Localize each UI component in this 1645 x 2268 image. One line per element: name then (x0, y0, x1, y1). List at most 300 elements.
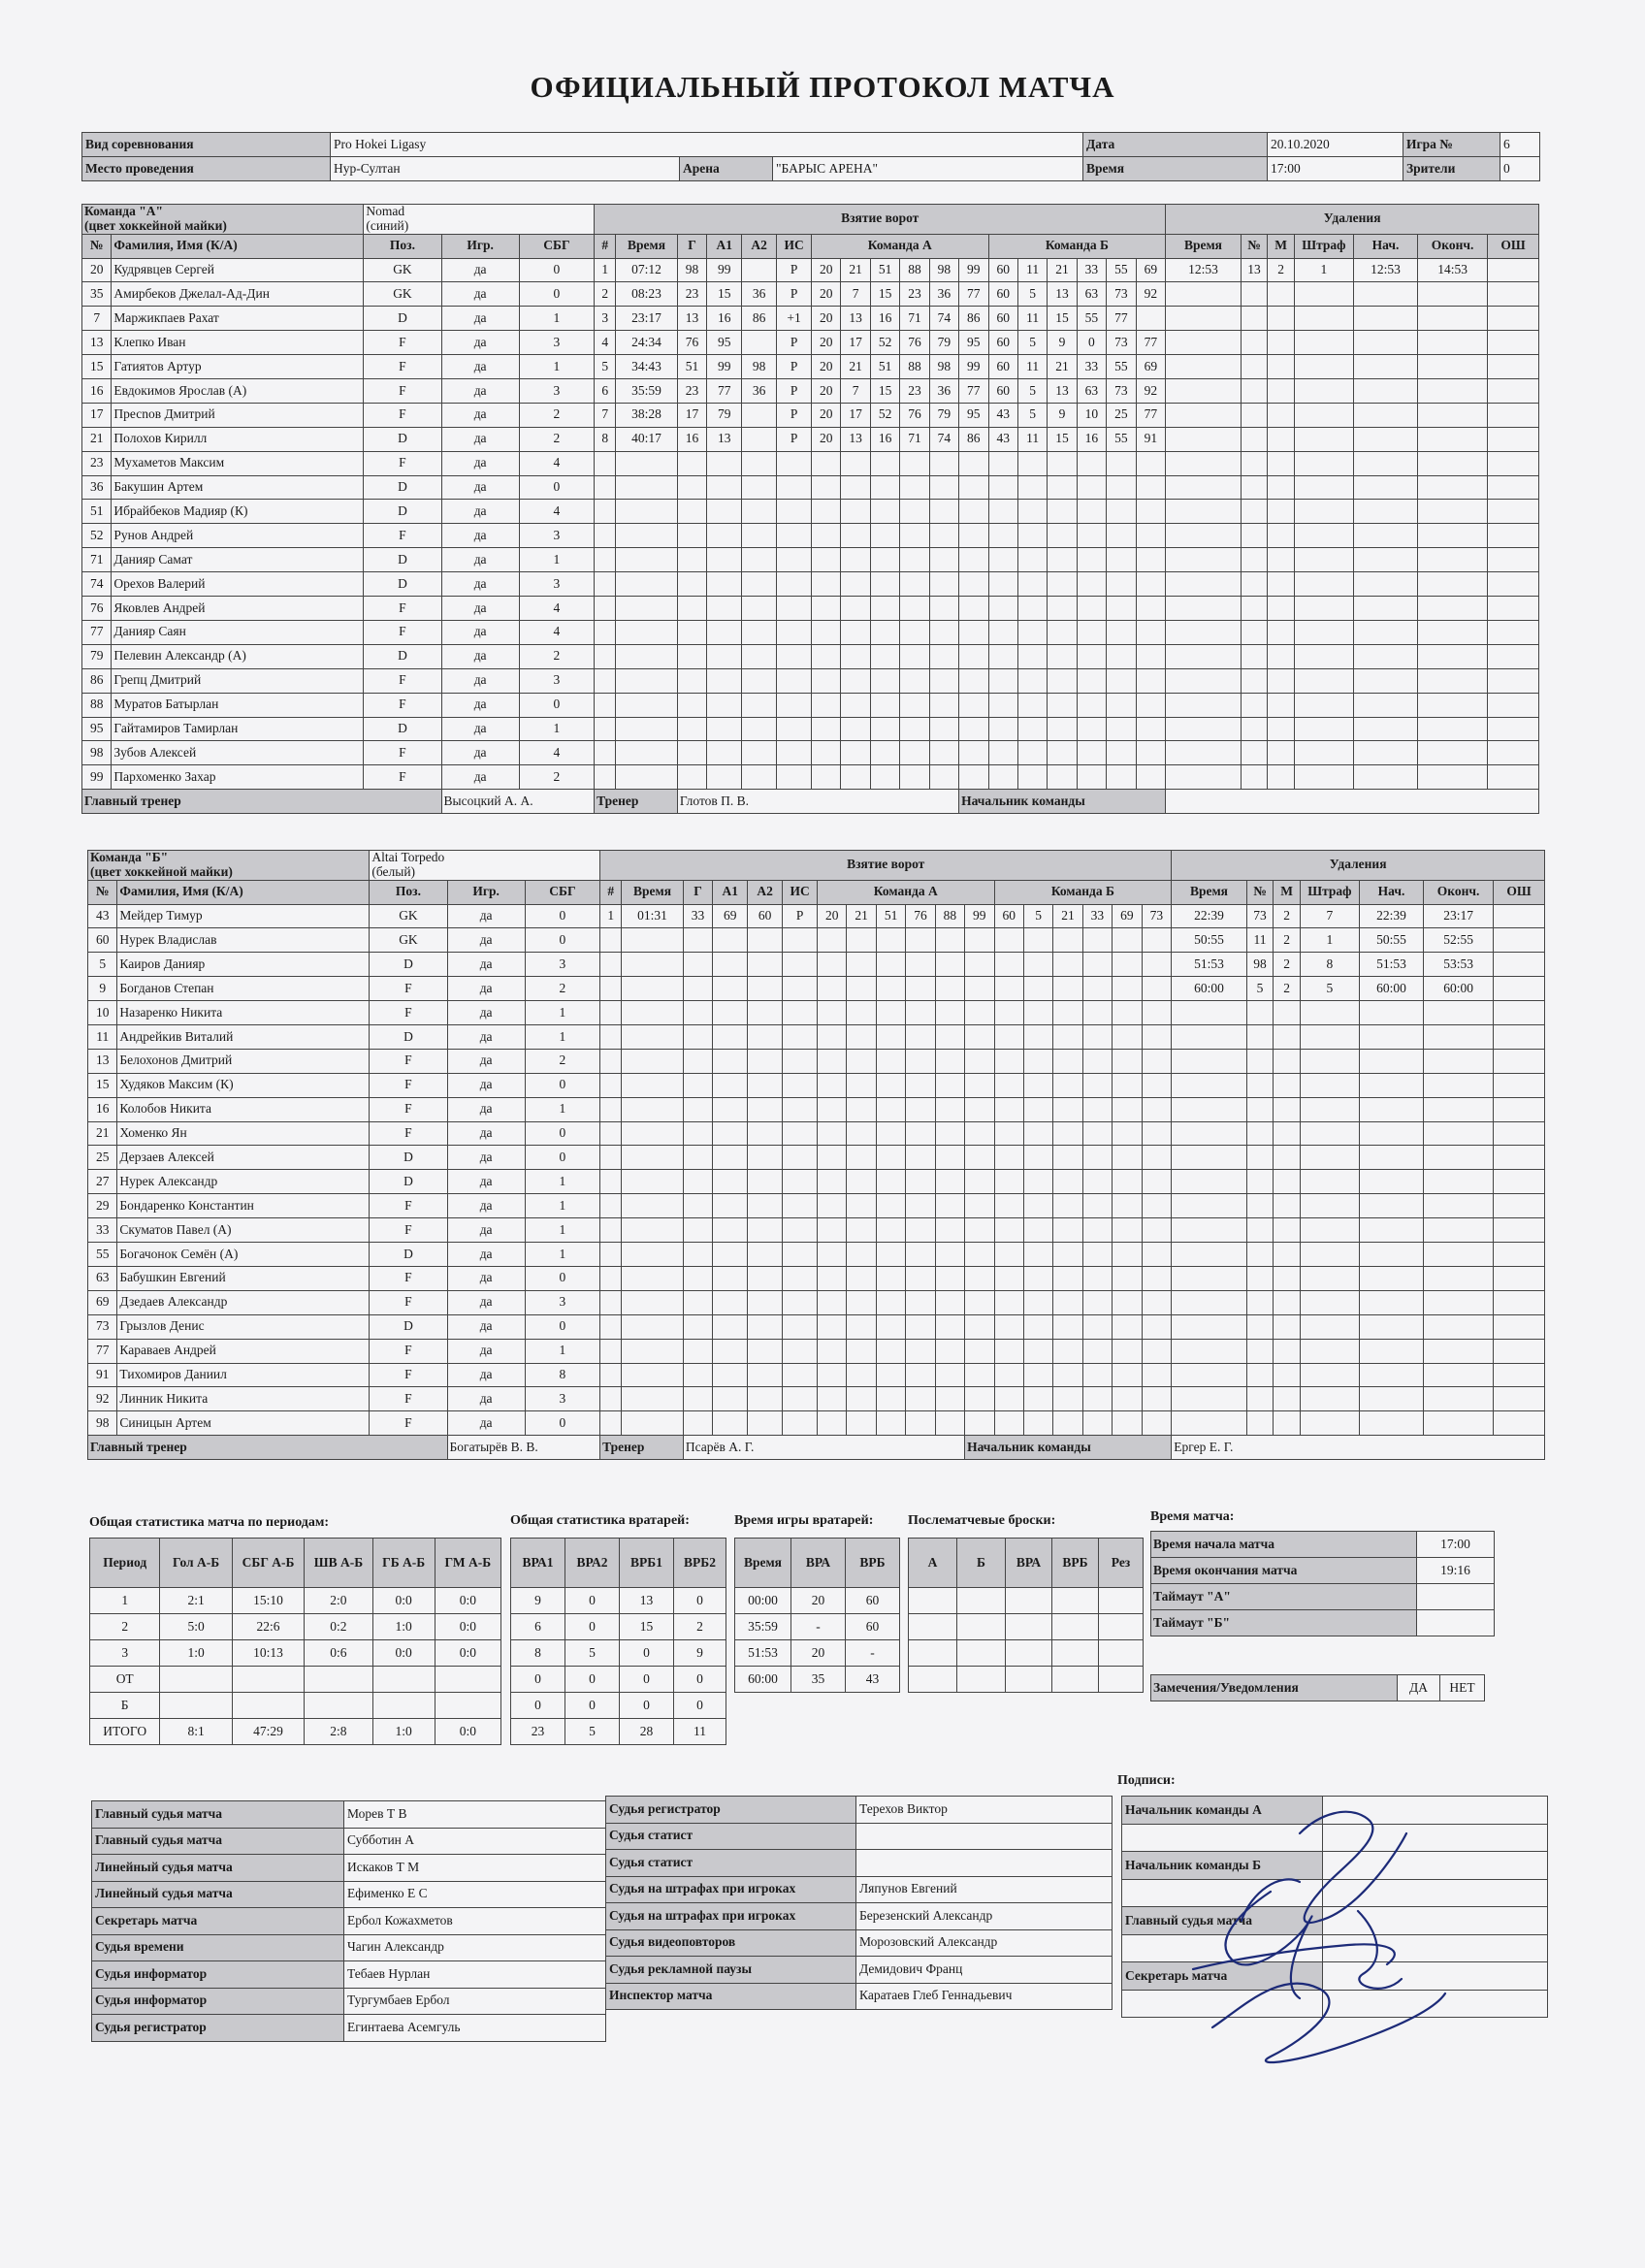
goal-cell: +1 (777, 307, 812, 331)
goal-cell-empty (812, 693, 841, 717)
goal-onice-b: 33 (1077, 355, 1106, 379)
goal-cell-empty (1017, 693, 1047, 717)
penalty-cell: 50:55 (1172, 928, 1246, 953)
goal-cell-empty (818, 1049, 847, 1073)
goal-cell-empty (818, 1025, 847, 1050)
goal-cell-empty (600, 1097, 622, 1121)
goal-cell-empty (876, 1170, 905, 1194)
goal-cell-empty (870, 717, 899, 741)
stats-cell (909, 1667, 957, 1693)
goal-cell: 6 (595, 379, 616, 404)
goal-cell: 4 (595, 331, 616, 355)
goal-cell-empty (1048, 500, 1077, 524)
penalty-cell-empty (1294, 572, 1353, 597)
player-sbg: 3 (519, 572, 594, 597)
goal-cell: 99 (707, 258, 742, 282)
goal-cell-empty (777, 524, 812, 548)
goal-cell-empty (870, 548, 899, 572)
goal-cell-empty (777, 500, 812, 524)
player-sbg: 3 (519, 524, 594, 548)
goal-cell-empty (1142, 1097, 1172, 1121)
goal-cell: 13 (707, 427, 742, 451)
goal-onice-a: 88 (900, 355, 929, 379)
goal-cell-empty (841, 765, 870, 790)
goal-cell-empty (707, 644, 742, 668)
player-played: да (441, 331, 519, 355)
goal-cell-empty (965, 1073, 994, 1097)
penalty-cell-empty (1294, 379, 1353, 404)
goal-cell-empty (870, 765, 899, 790)
player-number: 73 (88, 1314, 117, 1339)
player-row (82, 379, 1539, 404)
stats-cell: 3 (90, 1640, 160, 1667)
goal-cell-empty (616, 500, 678, 524)
goal-cell-empty (906, 1170, 935, 1194)
penalty-cell-empty (1246, 1314, 1274, 1339)
goal-cell: 69 (713, 904, 748, 928)
goal-cell-empty (783, 953, 818, 977)
goal-cell-empty (600, 1314, 622, 1339)
competition-value: Pro Hokei Ligasy (331, 133, 1083, 157)
player-played: да (441, 403, 519, 427)
col-header-p_time: Время (1166, 234, 1241, 258)
stats-cell (1099, 1667, 1144, 1693)
goal-cell-empty (1053, 1001, 1082, 1025)
penalty-cell-empty (1488, 331, 1539, 355)
player-position: F (370, 1266, 447, 1290)
player-number: 27 (88, 1170, 117, 1194)
goal-cell-empty (988, 475, 1017, 500)
stats-row (511, 1614, 726, 1640)
goal-cell-empty (707, 717, 742, 741)
player-position: D (370, 953, 447, 977)
col-header-cmd-a: Команда А (818, 880, 994, 904)
goal-cell-empty (847, 1314, 876, 1339)
goal-cell: 98 (742, 355, 777, 379)
goal-onice-b: 33 (1077, 258, 1106, 282)
penalty-cell-empty (1246, 1218, 1274, 1243)
team-name: Altai Torpedo (371, 850, 445, 864)
goal-onice-b: 11 (1017, 307, 1047, 331)
penalty-cell-empty (1241, 620, 1268, 644)
goal-cell-empty (748, 1121, 783, 1146)
goal-cell-empty (1048, 717, 1077, 741)
goal-onice-b: 9 (1048, 331, 1077, 355)
stats-row (511, 1693, 726, 1719)
team-header-label (88, 851, 370, 881)
penalty-cell-empty (1294, 403, 1353, 427)
penalty-cell-empty (1166, 451, 1241, 475)
stats-cell: 10:13 (232, 1640, 304, 1667)
goal-cell: 77 (707, 379, 742, 404)
goal-cell: 23:17 (616, 307, 678, 331)
player-sbg: 4 (519, 451, 594, 475)
player-row (82, 427, 1539, 451)
stats-cell (957, 1640, 1006, 1667)
penalty-cell-empty (1172, 1314, 1246, 1339)
penalty-cell-empty (1300, 1387, 1359, 1411)
penalty-cell-empty (1353, 668, 1417, 693)
penalties-title: Удаления (1166, 205, 1539, 235)
goal-onice-b: 11 (1017, 258, 1047, 282)
goal-onice-b: 33 (1082, 904, 1112, 928)
penalty-cell: 51:53 (1172, 953, 1246, 977)
goal-cell-empty (1136, 741, 1166, 765)
goal-cell-empty (683, 1001, 712, 1025)
goal-onice-a: 20 (812, 282, 841, 307)
player-position: D (364, 644, 441, 668)
player-number: 51 (82, 500, 112, 524)
player-row (82, 451, 1539, 475)
goal-cell-empty (965, 1411, 994, 1436)
player-number: 11 (88, 1025, 117, 1050)
goal-cell: 33 (683, 904, 712, 928)
goal-cell-empty (713, 1049, 748, 1073)
penalty-cell-empty (1294, 331, 1353, 355)
penalty-cell-empty (1274, 1073, 1301, 1097)
goal-cell-empty (900, 717, 929, 741)
goal-cell-empty (783, 1290, 818, 1314)
goal-cell: 79 (707, 403, 742, 427)
goal-onice-b: 16 (1077, 427, 1106, 451)
goal-cell-empty (683, 1025, 712, 1050)
player-row (88, 1218, 1545, 1243)
penalty-cell-empty (1274, 1097, 1301, 1121)
penalty-cell-empty (1359, 1363, 1423, 1387)
officials-left-table (91, 1800, 606, 2042)
goal-onice-a: 79 (929, 331, 958, 355)
stats-cell: 0:0 (435, 1719, 500, 1745)
goal-cell-empty (622, 977, 684, 1001)
player-sbg: 3 (525, 953, 599, 977)
player-position: F (364, 355, 441, 379)
goal-cell-empty (1136, 693, 1166, 717)
goal-cell-empty (1048, 572, 1077, 597)
goal-onice-b: 92 (1136, 282, 1166, 307)
goal-cell-empty (812, 644, 841, 668)
player-position: F (370, 1049, 447, 1073)
stats-cell: 0 (565, 1693, 620, 1719)
penalty-cell-empty (1268, 741, 1295, 765)
goal-cell-empty (1082, 1314, 1112, 1339)
penalty-cell-empty (1300, 1314, 1359, 1339)
goal-onice-b: 60 (988, 258, 1017, 282)
goal-cell: 01:31 (622, 904, 684, 928)
goal-cell-empty (818, 1170, 847, 1194)
goal-cell-empty (683, 928, 712, 953)
player-position: D (370, 1025, 447, 1050)
penalty-cell-empty (1268, 524, 1295, 548)
player-sbg: 4 (519, 500, 594, 524)
stats-cell: 9 (674, 1640, 726, 1667)
goal-cell-empty (1136, 500, 1166, 524)
match-time-table (1150, 1531, 1495, 1636)
player-number: 9 (88, 977, 117, 1001)
player-name: Дзедаев Александр (117, 1290, 370, 1314)
penalty-cell-empty (1268, 403, 1295, 427)
goal-cell-empty (876, 928, 905, 953)
stats-cell: 15:10 (232, 1588, 304, 1614)
goal-cell-empty (965, 1194, 994, 1218)
goal-cell-empty (900, 524, 929, 548)
penalty-cell-empty (1353, 427, 1417, 451)
penalty-cell-empty (1166, 307, 1241, 331)
penalty-cell-empty (1424, 1025, 1494, 1050)
goal-cell-empty (870, 741, 899, 765)
goal-cell-empty (965, 1218, 994, 1243)
player-row (88, 928, 1545, 953)
stats-cell: 5 (565, 1640, 620, 1667)
player-row (82, 548, 1539, 572)
goal-cell-empty (994, 1290, 1023, 1314)
penalty-cell: 23:17 (1424, 904, 1494, 928)
goal-cell-empty (965, 1049, 994, 1073)
player-position: D (364, 427, 441, 451)
stats-row (735, 1614, 900, 1640)
goal-onice-a: 23 (900, 379, 929, 404)
goal-cell-empty (677, 717, 706, 741)
goal-cell-empty (876, 1411, 905, 1436)
goal-cell-empty (595, 451, 616, 475)
col-header-hash: # (600, 880, 622, 904)
goal-cell-empty (713, 1243, 748, 1267)
penalty-cell-empty (1353, 693, 1417, 717)
goal-cell-empty (707, 693, 742, 717)
stats-cell (372, 1693, 435, 1719)
player-row (82, 644, 1539, 668)
player-sbg: 2 (519, 644, 594, 668)
goal-cell-empty (622, 1097, 684, 1121)
stats-cell: 0 (674, 1588, 726, 1614)
goal-cell-empty (1082, 1194, 1112, 1218)
goal-cell-empty (988, 524, 1017, 548)
goal-cell-empty (818, 1290, 847, 1314)
goal-cell-empty (1053, 1025, 1082, 1050)
goal-cell-empty (783, 1339, 818, 1363)
goal-cell-empty (742, 644, 777, 668)
goal-cell-empty (1023, 1411, 1052, 1436)
goal-cell-empty (935, 1194, 964, 1218)
goal-cell: 1 (600, 904, 622, 928)
goal-cell-empty (1017, 620, 1047, 644)
goal-cell-empty (935, 1097, 964, 1121)
goal-cell: 08:23 (616, 282, 678, 307)
penalty-cell-empty (1494, 1218, 1545, 1243)
player-position: D (370, 1170, 447, 1194)
penalty-cell-empty (1418, 451, 1488, 475)
player-played: да (447, 1339, 525, 1363)
penalty-cell-empty (1418, 548, 1488, 572)
goal-cell-empty (1107, 597, 1136, 621)
player-row (88, 1194, 1545, 1218)
goal-cell-empty (847, 1339, 876, 1363)
goal-cell-empty (841, 451, 870, 475)
goal-onice-a: 20 (812, 379, 841, 404)
penalty-cell-empty (1353, 307, 1417, 331)
goal-onice-a: 13 (841, 427, 870, 451)
penalty-cell-empty (1488, 597, 1539, 621)
player-name: Бакушин Артем (112, 475, 364, 500)
goal-cell-empty (600, 1218, 622, 1243)
stats-cell: 60 (846, 1614, 900, 1640)
stats-cell: 47:29 (232, 1719, 304, 1745)
col-header-num: № (82, 234, 112, 258)
player-played: да (447, 1097, 525, 1121)
player-number: 92 (88, 1387, 117, 1411)
goal-cell-empty (1023, 1363, 1052, 1387)
goal-cell-empty (906, 928, 935, 953)
penalty-cell-empty (1494, 1025, 1545, 1050)
player-number: 98 (82, 741, 112, 765)
player-played: да (441, 693, 519, 717)
goal-cell-empty (841, 717, 870, 741)
goal-cell-empty (677, 765, 706, 790)
timeout-b-label: Таймаут "Б" (1151, 1610, 1417, 1636)
player-position: F (370, 977, 447, 1001)
goal-cell-empty (595, 765, 616, 790)
goal-cell-empty (1142, 977, 1172, 1001)
goal-cell-empty (622, 1170, 684, 1194)
stats-cell: 20 (791, 1588, 846, 1614)
player-name: Амирбеков Джелал-Ад-Дин (112, 282, 364, 307)
goal-cell-empty (783, 1170, 818, 1194)
goal-cell-empty (847, 953, 876, 977)
goal-cell-empty (1017, 524, 1047, 548)
stats-cell (160, 1693, 232, 1719)
goal-cell-empty (906, 1121, 935, 1146)
penalty-cell-empty (1494, 1049, 1545, 1073)
goal-cell-empty (847, 928, 876, 953)
goal-cell-empty (818, 928, 847, 953)
goal-cell-empty (616, 741, 678, 765)
goal-cell-empty (616, 597, 678, 621)
penalty-cell-empty (1494, 1363, 1545, 1387)
goal-cell-empty (713, 1314, 748, 1339)
penalty-cell: 11 (1246, 928, 1274, 953)
goal-cell-empty (1053, 1266, 1082, 1290)
goal-cell-empty (595, 500, 616, 524)
goal-cell-empty (900, 620, 929, 644)
player-row (82, 307, 1539, 331)
goal-cell-empty (1113, 1001, 1142, 1025)
penalty-cell-empty (1488, 451, 1539, 475)
head-coach-label: Главный тренер (82, 790, 442, 814)
player-played: да (441, 548, 519, 572)
goal-cell-empty (742, 668, 777, 693)
penalty-cell-empty (1300, 1049, 1359, 1073)
goal-cell-empty (988, 741, 1017, 765)
player-name: Линник Никита (117, 1387, 370, 1411)
goal-cell-empty (1082, 1243, 1112, 1267)
goal-cell-empty (1023, 1073, 1052, 1097)
penalty-cell: 14:53 (1418, 258, 1488, 282)
player-name: Мейдер Тимур (117, 904, 370, 928)
goal-onice-a: 36 (929, 282, 958, 307)
goal-cell-empty (1048, 668, 1077, 693)
penalty-cell-empty (1241, 548, 1268, 572)
player-number: 95 (82, 717, 112, 741)
goal-cell-empty (935, 1121, 964, 1146)
player-number: 71 (82, 548, 112, 572)
goal-cell-empty (1113, 1363, 1142, 1387)
official-role: Линейный судья матча (92, 1881, 344, 1908)
goal-cell-empty (812, 451, 841, 475)
goal-onice-a: 23 (900, 282, 929, 307)
stats-row (90, 1719, 501, 1745)
goal-cell-empty (1017, 741, 1047, 765)
goal-cell: 07:12 (616, 258, 678, 282)
goal-cell-empty (959, 668, 988, 693)
stats-cell (232, 1667, 304, 1693)
goal-cell-empty (600, 928, 622, 953)
col-header-is: ИС (783, 880, 818, 904)
goal-cell-empty (622, 1121, 684, 1146)
goal-cell-empty (1077, 451, 1106, 475)
player-position: F (364, 741, 441, 765)
penalty-cell-empty (1353, 717, 1417, 741)
goal-cell-empty (1082, 1121, 1112, 1146)
goal-cell: 1 (595, 258, 616, 282)
goal-cell-empty (677, 644, 706, 668)
official-role: Судья времени (92, 1934, 344, 1961)
team-name-cell (364, 205, 595, 235)
stats-cell: 0:0 (435, 1588, 500, 1614)
official-row (606, 1823, 1113, 1850)
player-row (82, 668, 1539, 693)
player-played: да (441, 355, 519, 379)
penalty-cell-empty (1424, 1243, 1494, 1267)
penalty-cell-empty (1494, 1339, 1545, 1363)
goal-cell-empty (1017, 451, 1047, 475)
col-header-p_osh: ОШ (1488, 234, 1539, 258)
penalty-cell-empty (1241, 668, 1268, 693)
goal-cell-empty (1136, 668, 1166, 693)
col-header-played: Игр. (447, 880, 525, 904)
player-number: 15 (88, 1073, 117, 1097)
goal-cell-empty (994, 1387, 1023, 1411)
stats-cell: ИТОГО (90, 1719, 160, 1745)
goal-cell-empty (616, 717, 678, 741)
player-position: F (370, 1339, 447, 1363)
goal-cell-empty (1017, 765, 1047, 790)
goal-cell-empty (748, 977, 783, 1001)
goal-cell-empty (1048, 765, 1077, 790)
goal-onice-b: 60 (988, 307, 1017, 331)
goal-cell-empty (959, 765, 988, 790)
penalty-cell-empty (1359, 1025, 1423, 1050)
stats-cell: 11 (674, 1719, 726, 1745)
goal-cell-empty (713, 1146, 748, 1170)
goal-cell-empty (994, 1339, 1023, 1363)
official-row (606, 1929, 1113, 1957)
goal-cell-empty (707, 524, 742, 548)
goal-cell-empty (683, 1314, 712, 1339)
goal-cell-empty (777, 644, 812, 668)
penalty-cell-empty (1274, 1146, 1301, 1170)
penalty-cell-empty (1166, 355, 1241, 379)
goal-cell-empty (622, 1146, 684, 1170)
official-role: Секретарь матча (92, 1908, 344, 1935)
stats-cell: 1:0 (160, 1640, 232, 1667)
penalty-cell-empty (1353, 500, 1417, 524)
goal-cell-empty (965, 1266, 994, 1290)
goal-cell-empty (841, 644, 870, 668)
penalty-cell-empty (1300, 1194, 1359, 1218)
player-played: да (447, 1170, 525, 1194)
goal-cell-empty (994, 1170, 1023, 1194)
player-played: да (447, 953, 525, 977)
official-name: Демидович Франц (856, 1957, 1113, 1984)
